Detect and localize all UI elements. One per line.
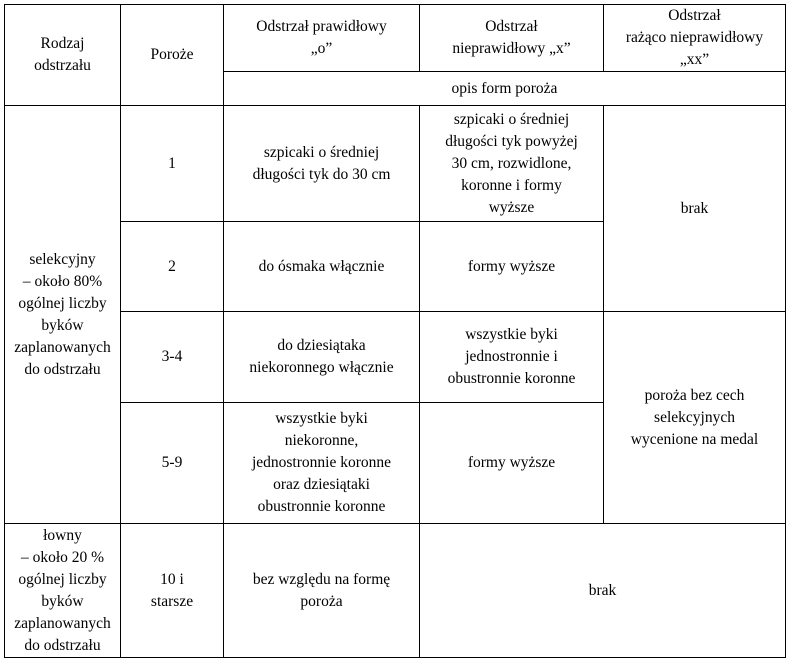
incorrect-harvest-cell: formy wyższe	[420, 403, 604, 524]
correct-harvest-cell: wszystkie byki niekoronne, jednostronnie koronne oraz dziesiątaki obustronnie koronne	[224, 403, 420, 524]
antlers-cell: 5-9	[121, 403, 224, 524]
incorrect-harvest-cell: szpicaki o średniej długości tyk powyżej 30 cm, rozwidlone, koronne i formy wyższe	[420, 106, 604, 222]
harvest-type-game: łowny – około 20 % ogólnej liczby byków zaplanowanych do odstrzału	[5, 524, 121, 658]
harvest-criteria-table	[4, 4, 786, 658]
subheader-antler-forms: opis form poroża	[224, 72, 786, 106]
antlers-cell: 3-4	[121, 312, 224, 403]
correct-harvest-cell: szpicaki o średniej długości tyk do 30 cm	[224, 106, 420, 222]
correct-harvest-cell: bez względu na formę poroża	[224, 524, 420, 658]
harvest-type-selective: selekcyjny – około 80% ogólnej liczby byków zaplanowanych do odstrzału	[5, 106, 121, 524]
antlers-cell: 1	[121, 106, 224, 222]
grossly-incorrect-cell: brak	[604, 106, 786, 312]
header-grossly-incorrect-harvest: Odstrzał rażąco nieprawidłowy „xx”	[604, 5, 786, 72]
incorrect-harvest-cell: wszystkie byki jednostronnie i obustronnie koronne	[420, 312, 604, 403]
incorrect-harvest-cell: formy wyższe	[420, 222, 604, 312]
grossly-incorrect-cell: poroża bez cech selekcyjnych wycenione na medal	[604, 312, 786, 524]
antlers-cell: 10 i starsze	[121, 524, 224, 658]
antlers-cell: 2	[121, 222, 224, 312]
incorrect-harvest-merged-cell: brak	[420, 524, 786, 658]
header-harvest-type: Rodzaj odstrzału	[5, 5, 121, 106]
correct-harvest-cell: do ósmaka włącznie	[224, 222, 420, 312]
header-correct-harvest: Odstrzał prawidłowy „o”	[224, 5, 420, 72]
correct-harvest-cell: do dziesiątaka niekoronnego włącznie	[224, 312, 420, 403]
header-antlers: Poroże	[121, 5, 224, 106]
header-incorrect-harvest: Odstrzał nieprawidłowy „x”	[420, 5, 604, 72]
